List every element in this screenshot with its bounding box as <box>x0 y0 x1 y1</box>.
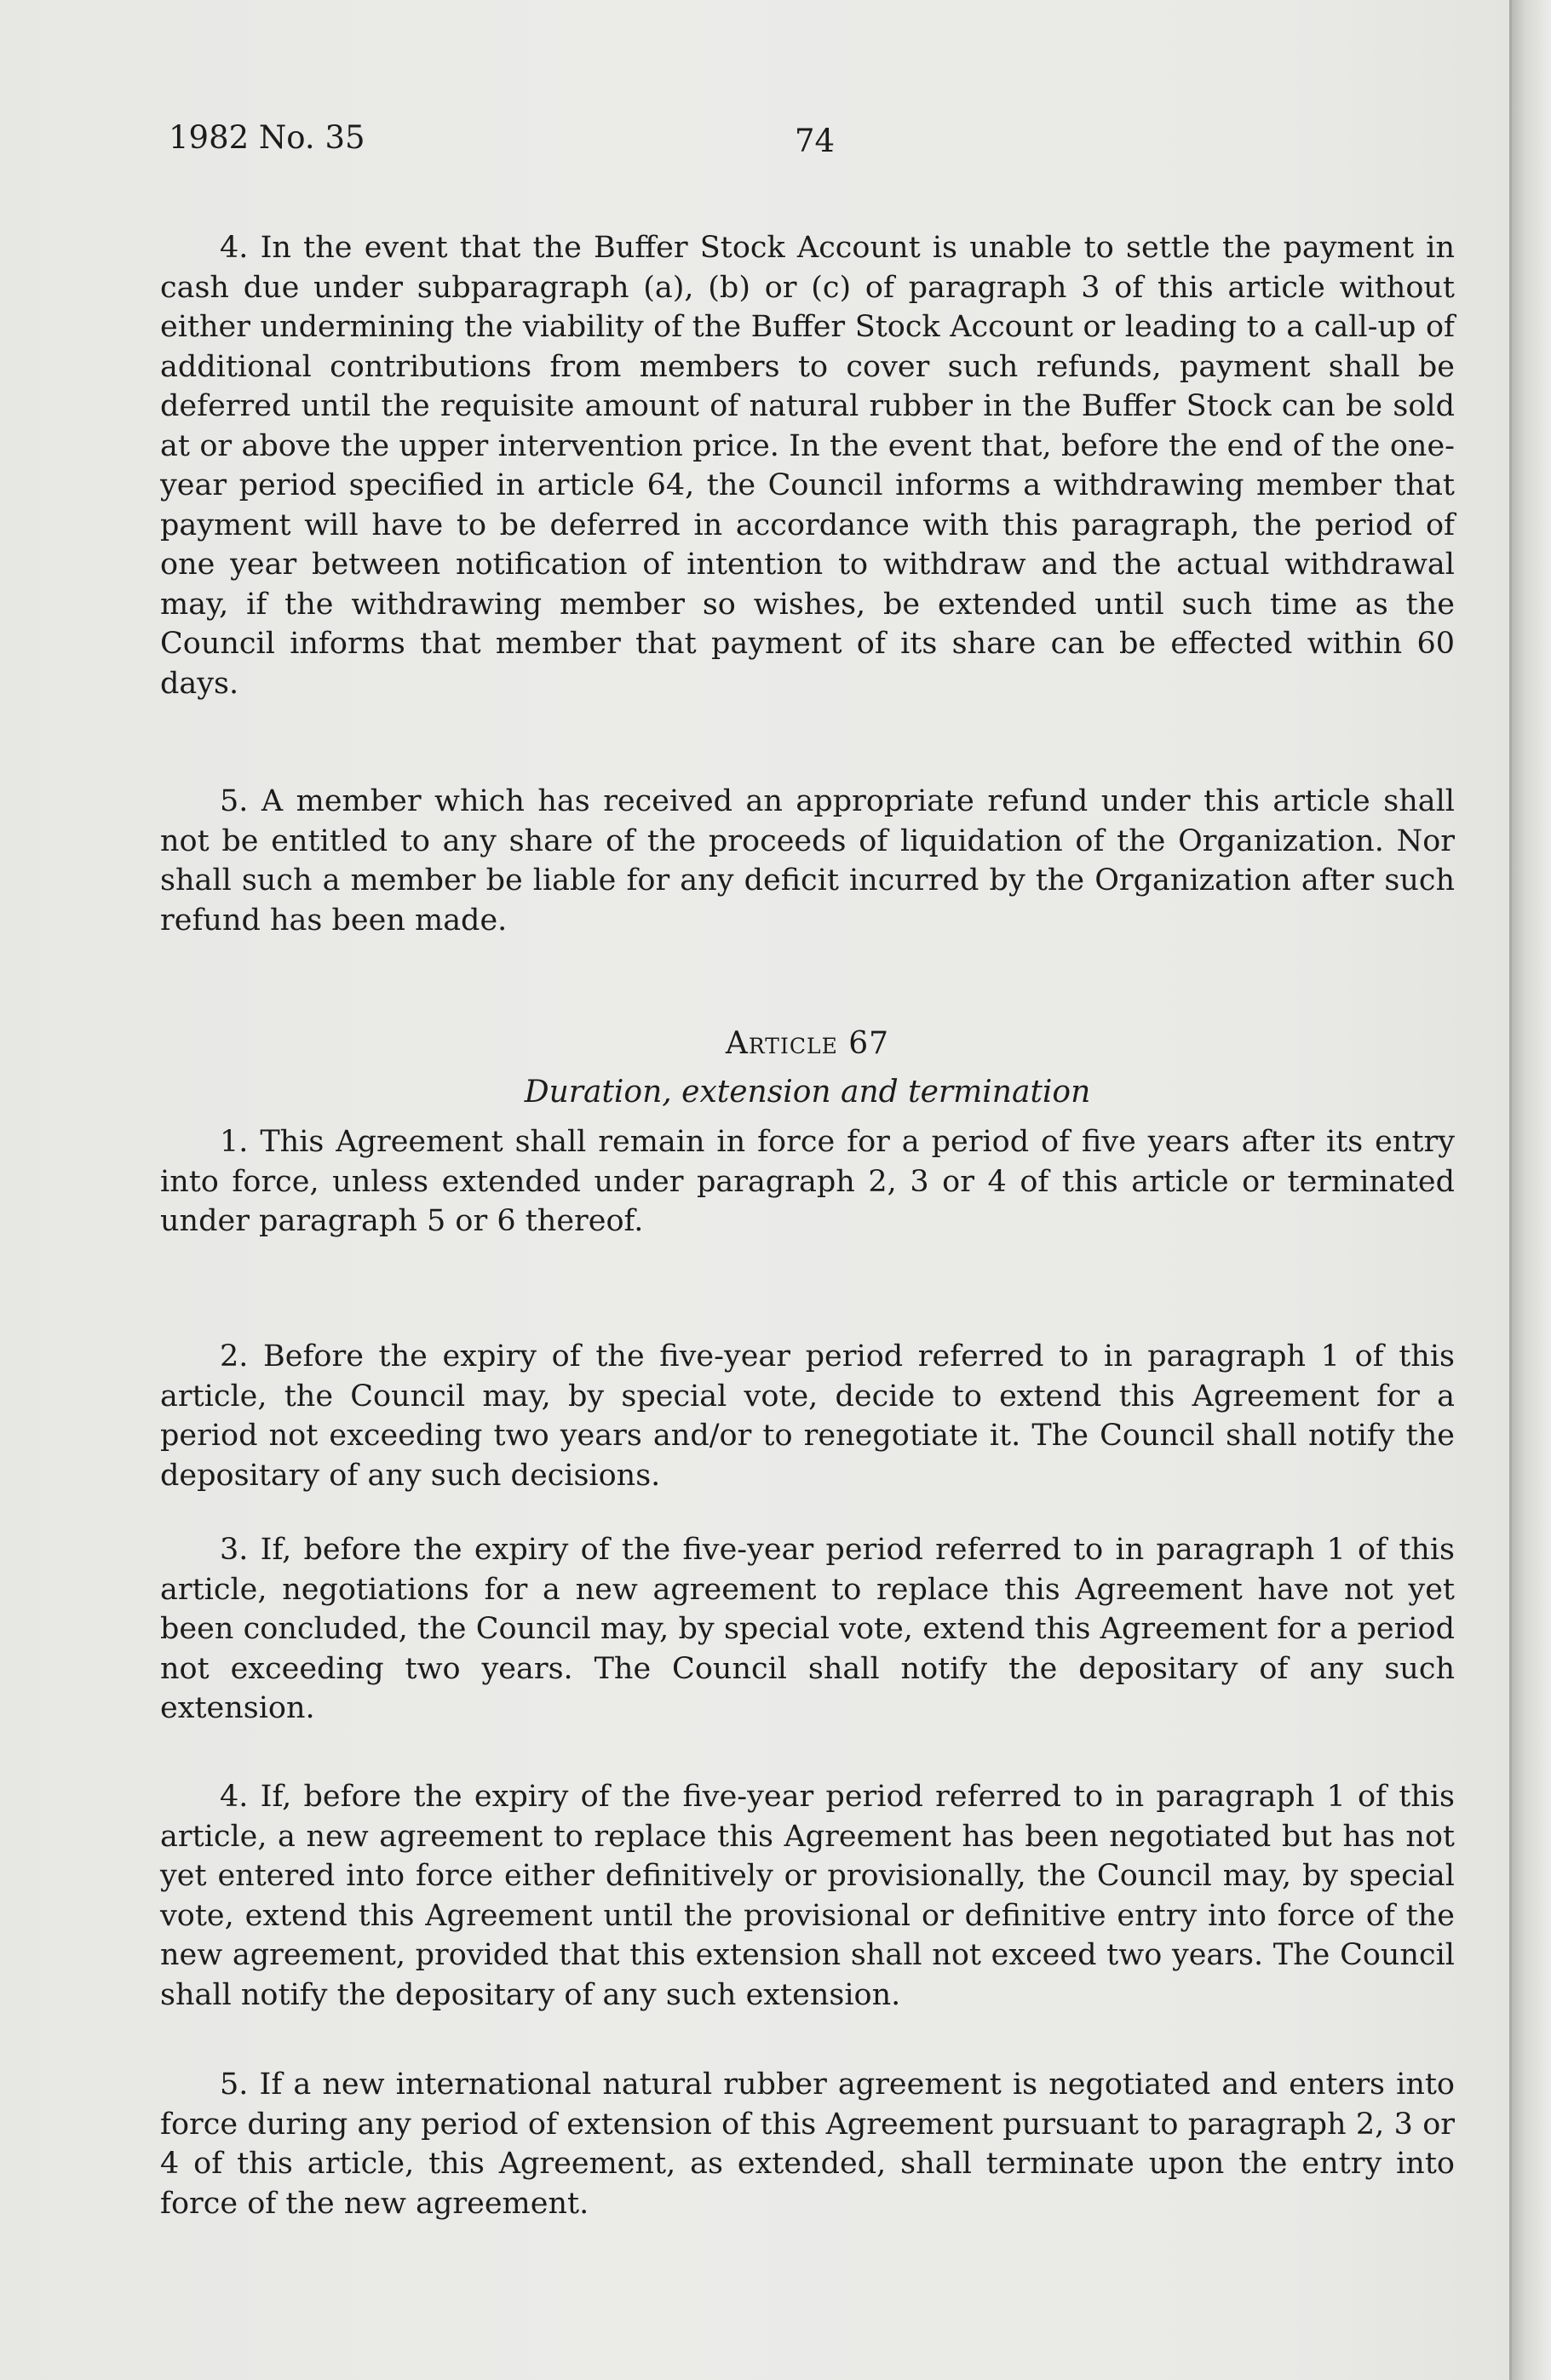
paragraph-text: 4. If, before the expiry of the five-year period referred to in paragraph 1 of this article, a new agreement to replace this Agreement has been negotiated but has not yet entered into force either definitively or provisionally, the Council may, by special vote, extend this Agreement until the provisional or definitive entry into force of the new agreement, provided that this extension shall not exceed two years. The Council shall notify the depositary of any such extension. <box>160 1780 1455 2012</box>
paragraph-text: 1. This Agreement shall remain in force for a period of five years after its entry into force, unless extended under paragraph 2, 3 or 4 of this article or terminated under paragraph 5 or 6 thereof. <box>160 1125 1455 1238</box>
article-paragraph-2 <box>160 1337 1455 1495</box>
article-paragraph-3 <box>160 1530 1455 1729</box>
article-heading: Article 67 <box>725 1026 890 1061</box>
paragraph-text: 3. If, before the expiry of the five-year period referred to in paragraph 1 of this article, negotiations for a new agreement to replace this Agreement have not yet been concluded, the Council may, by special vote, extend this Agreement for a period not exceeding two years. The Council shall notify the depositary of any such extension. <box>160 1533 1455 1725</box>
article-paragraph-5 <box>160 2065 1455 2223</box>
paragraph-text: 4. In the event that the Buffer Stock Account is unable to settle the payment in cash due under subparagraph (a), (b) or (c) of paragraph 3 of this article without either undermining the viability of the Buffer Stock Account or leading to a call-up of additional contributions from members to cover such refunds, payment shall be deferred until the requisite amount of natural rubber in the Buffer Stock can be sold at or above the upper intervention price. In the event that, before the end of the one-year period specified in article 64, the Council informs a withdrawing member that payment will have to be deferred in accordance with this paragraph, the period of one year between notification of intention to withdraw and the actual withdrawal may, if the withdrawing member so wishes, be extended until such time as the Council informs that member that payment of its share can be effected within 60 days. <box>160 231 1455 701</box>
page-edge-shadow <box>1512 0 1551 2380</box>
page-number: 74 <box>795 123 836 159</box>
article-paragraph-4 <box>160 1777 1455 2015</box>
article-paragraph-1 <box>160 1122 1455 1242</box>
paragraph-text: 5. A member which has received an appropriate refund under this article shall not be entitled to any share of the proceeds of liquidation of the Organization. Nor shall such a member be liable for any deficit incurred by the Organization after such refund has been made. <box>160 784 1455 938</box>
page-header <box>169 119 1446 162</box>
paragraph-5-refund-exclusion <box>160 782 1455 940</box>
paragraph-4-refund-deferral <box>160 228 1455 703</box>
paragraph-text: 5. If a new international natural rubber agreement is negotiated and enters into force during any period of extension of this Agreement pursuant to paragraph 2, 3 or 4 of this article, this Agreement, as extended, shall terminate upon the entry into force of the new agreement. <box>160 2067 1455 2221</box>
article-subtitle: Duration, extension and termination <box>524 1075 1091 1110</box>
statute-reference: 1982 No. 35 <box>169 119 365 156</box>
paragraph-text: 2. Before the expiry of the five-year period referred to in paragraph 1 of this article, the Council may, by special vote, decide to extend this Agreement for a period not exceeding two years and/or to renegotiate it. The Council shall notify the depositary of any such decisions. <box>160 1339 1455 1493</box>
